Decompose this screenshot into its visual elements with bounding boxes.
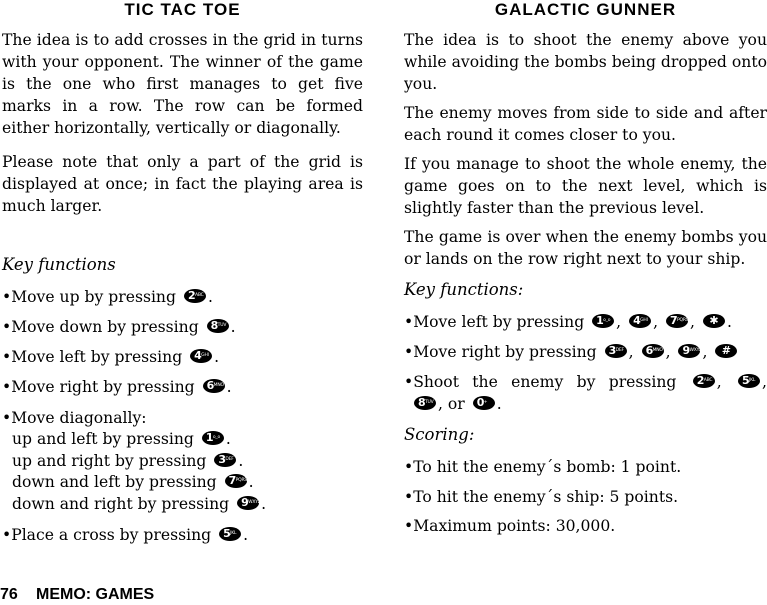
key-7-icon: 7 PQRS	[666, 314, 688, 328]
move-right-item: •Move right by pressing 6 MNO .	[2, 378, 232, 396]
galactic-gunner-enemy-movement: The enemy moves from side to side and after each round it comes closer to you.	[404, 104, 767, 144]
galactic-gunner-section	[404, 0, 767, 537]
score-max-item: •Maximum points: 30,000.	[404, 517, 616, 535]
scoring-heading: Scoring:	[404, 425, 475, 444]
key-0-icon: 0 +	[473, 396, 495, 410]
key-4-icon: 4 GHI	[629, 314, 651, 328]
place-cross-item: •Place a cross by pressing 5 JKL .	[2, 526, 249, 544]
galactic-gunner-intro: The idea is to shoot the enemy above you while avoiding the bombs being dropped onto you.	[404, 31, 767, 93]
key-2-icon: 2 ABC	[184, 289, 206, 303]
key-8-icon: 8 TUV	[414, 396, 436, 410]
score-bomb-item: •To hit the enemy´s bomb: 1 point.	[404, 458, 682, 476]
tic-tac-toe-intro: The idea is to add crosses in the grid in turns with your opponent. The winner of the game is the one who first manages to get five marks in a row. The row can be formed either horizontally, vertically or diagonally.	[2, 31, 363, 137]
galactic-gunner-levels: If you manage to shoot the whole enemy, the game goes on to the next level, which is slightly faster than the previous level.	[404, 155, 767, 217]
key-7-icon: 7 PQRS	[225, 474, 247, 488]
key-star-icon: ✱	[703, 314, 725, 328]
footer-title: MEMO: GAMES	[36, 586, 155, 603]
key-2-icon: 2 ABC	[693, 374, 715, 388]
tic-tac-toe-section	[2, 0, 363, 546]
galactic-gunner-game-over: The game is over when the enemy bombs you or lands on the row right next to your ship.	[404, 228, 767, 268]
key-1-icon: 1 o_o	[592, 314, 614, 328]
key-4-icon: 4 GHI	[190, 349, 212, 363]
move-left-item: •Move left by pressing 4 GHI .	[2, 348, 220, 366]
gunner-shoot-item: •Shoot the enemy by pressing 2 ABC , 5 JKL ,	[404, 373, 767, 391]
key-3-icon: 3 DEF	[214, 453, 236, 467]
tic-tac-toe-note: Please note that only a part of the grid is displayed at once; in fact the playing area is much larger.	[2, 153, 363, 215]
galactic-gunner-heading: GALACTIC GUNNER	[494, 0, 677, 19]
diag-down-right-item: down and right by pressing 9 WXYZ .	[12, 494, 267, 513]
page-footer	[0, 585, 154, 605]
diag-down-left-item: down and left by pressing 7 PQRS .	[12, 473, 254, 491]
key-8-icon: 8 TUV	[207, 319, 229, 333]
tic-tac-toe-key-functions-heading: Key functions	[2, 255, 116, 274]
move-diagonally-item: •Move diagonally:	[2, 409, 147, 427]
gunner-shoot-item-cont: 8 TUV , or 0 + .	[414, 393, 767, 415]
galactic-gunner-key-functions-heading: Key functions:	[404, 280, 524, 299]
gunner-move-right-item: •Move right by pressing 3 DEF , 6 MNO , 9 WXYZ , #	[404, 341, 767, 363]
key-9-icon: 9 WXYZ	[237, 496, 259, 510]
key-hash-icon: #	[715, 344, 737, 358]
move-up-item: •Move up by pressing 2 ABC .	[2, 288, 213, 306]
key-6-icon: 6 MNO	[203, 379, 225, 393]
key-1-icon: 1 o_o	[202, 431, 224, 445]
page-number: 76	[0, 586, 18, 603]
key-3-icon: 3 DEF	[605, 344, 627, 358]
key-6-icon: 6 MNO	[642, 344, 664, 358]
key-5-icon: 5 JKL	[738, 374, 760, 388]
gunner-move-left-item: •Move left by pressing 1 o_o , 4 GHI , 7 PQRS , ✱ .	[404, 313, 732, 331]
key-9-icon: 9 WXYZ	[678, 344, 700, 358]
diag-up-right-item: up and right by pressing 3 DEF .	[12, 451, 244, 470]
tic-tac-toe-heading: TIC TAC TOE	[124, 0, 241, 19]
score-ship-item: •To hit the enemy´s ship: 5 points.	[404, 488, 679, 506]
diag-up-left-item: up and left by pressing 1 o_o .	[12, 430, 231, 448]
move-down-item: •Move down by pressing 8 TUV .	[2, 318, 236, 336]
key-5-icon: 5 JKL	[219, 527, 241, 541]
